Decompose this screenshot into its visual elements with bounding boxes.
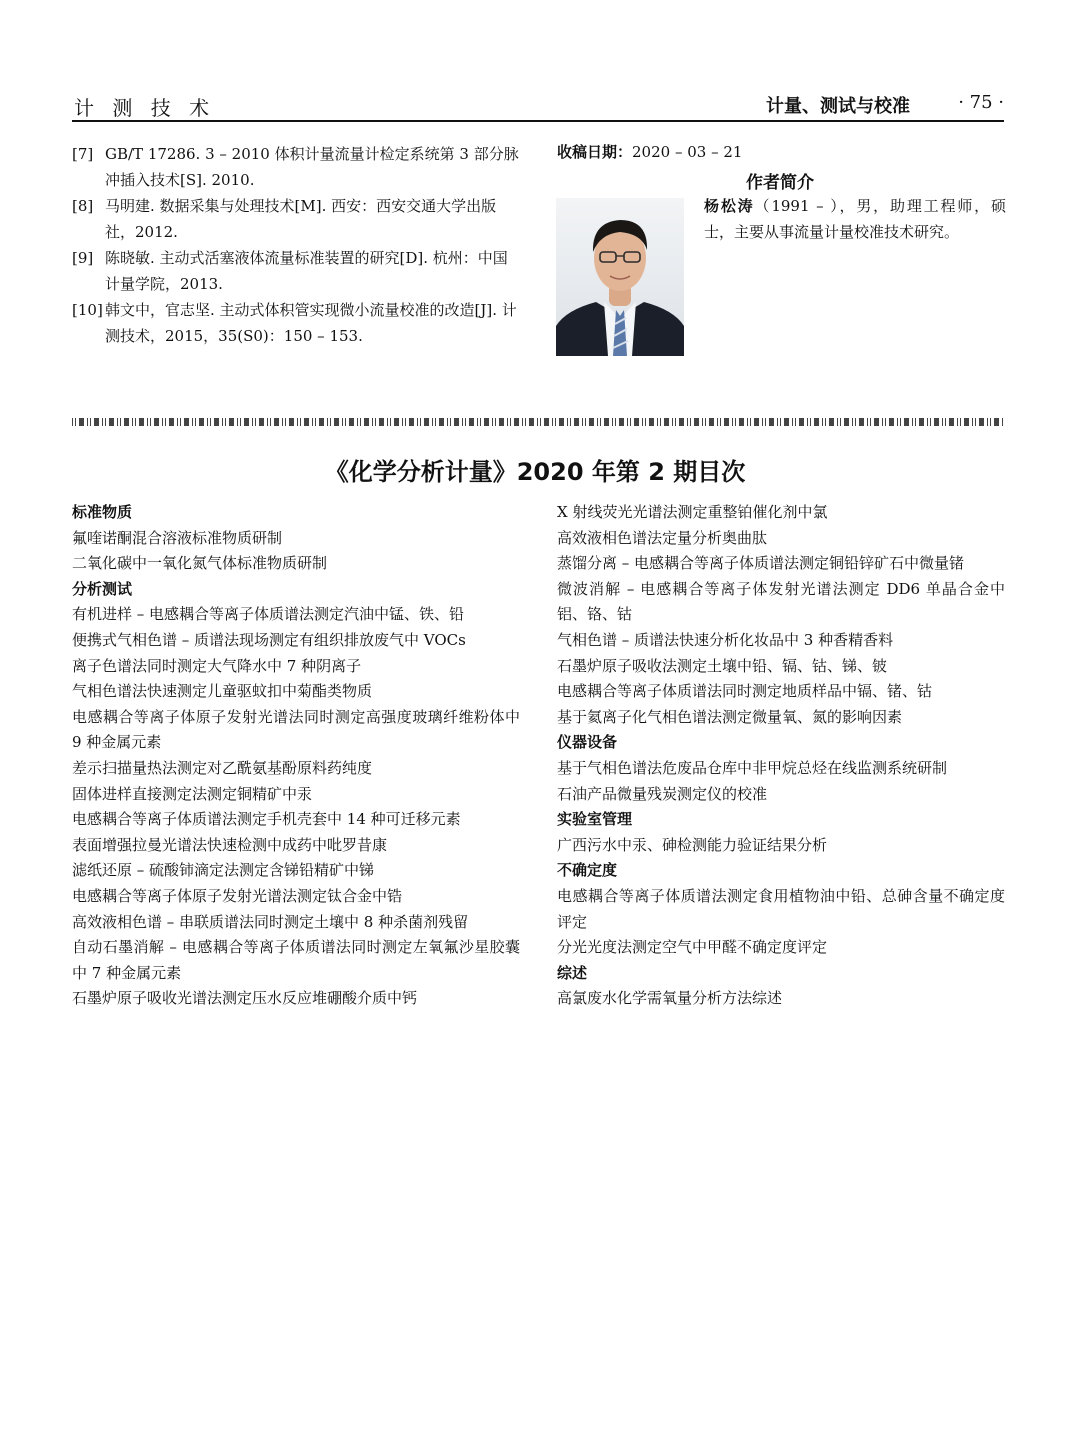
toc-entry: 广西污水中汞、砷检测能力验证结果分析 [557, 835, 828, 854]
toc-entry: 分光光度法测定空气中甲醛不确定度评定 [557, 938, 828, 957]
toc-entry: 石油产品微量残炭测定仪的校准 [557, 784, 768, 803]
header-rule [72, 120, 1004, 122]
toc-entry: 有机进样 – 电感耦合等离子体质谱法测定汽油中锰、铁、铅 [72, 605, 465, 624]
author-portrait-image [556, 198, 684, 356]
running-header [72, 92, 1004, 118]
journal-name: 计 测 技 术 [74, 96, 216, 120]
reference-item [72, 141, 520, 193]
reference-number: [10] [72, 301, 103, 319]
toc-entry: 气相色谱 – 质谱法快速分析化妆品中 3 种香精香料 [557, 630, 894, 649]
toc-entry: 石墨炉原子吸收法测定土壤中铅、镉、钴、锑、铍 [557, 656, 888, 675]
section-name: 计量、测试与校准 [766, 96, 910, 117]
reference-text: 韩文中，官志坚. 主动式体积管实现微小流量校准的改造[J]. 计测技术，2015，35(S0)：150 – 153. [105, 301, 517, 345]
toc-title: 《化学分析计量》2020 年第 2 期目次 [324, 458, 746, 486]
toc-entry: 高氯废水化学需氧量分析方法综述 [557, 989, 783, 1008]
toc-left-column [72, 500, 520, 1012]
toc-section-heading: 仪器设备 [557, 733, 618, 752]
toc-entry: 电感耦合等离子体质谱法测定食用植物油中铅、总砷含量不确定度评定 [557, 886, 1005, 931]
reference-number: [8] [72, 197, 94, 215]
toc-section-heading: 综述 [557, 963, 588, 982]
author-bio-text: （1991 – ），男，助理工程师，硕士，主要从事流量计量校准技术研究。 [704, 197, 1006, 241]
toc-section-heading: 实验室管理 [557, 810, 633, 829]
toc-entry: 电感耦合等离子体原子发射光谱法同时测定高强度玻璃纤维粉体中 9 种金属元素 [72, 707, 520, 752]
toc-entry: 离子色谱法同时测定大气降水中 7 种阴离子 [72, 656, 362, 675]
received-date [557, 141, 742, 163]
reference-item [72, 193, 520, 245]
toc-entry: 蒸馏分离 – 电感耦合等离子体质谱法测定铜铅锌矿石中微量锗 [557, 554, 965, 573]
toc-entry: 基于气相色谱法危废品仓库中非甲烷总烃在线监测系统研制 [557, 758, 948, 777]
toc-section-heading: 分析测试 [72, 579, 133, 598]
reference-list [72, 141, 520, 349]
toc-entry: 二氧化碳中一氧化氮气体标准物质研制 [72, 554, 328, 573]
reference-item [72, 297, 520, 349]
author-name: 杨松涛 [704, 197, 755, 215]
toc-entry: 便携式气相色谱 – 质谱法现场测定有组织排放废气中 VOCs [72, 630, 466, 649]
author-bio-heading: 作者简介 [746, 173, 814, 193]
reference-item [72, 245, 520, 297]
page-number: · 75 · [958, 92, 1004, 113]
toc-entry: 气相色谱法快速测定儿童驱蚊扣中菊酯类物质 [72, 682, 373, 701]
toc-entry: 自动石墨消解 – 电感耦合等离子体质谱法同时测定左氧氟沙星胶囊中 7 种金属元素 [72, 938, 520, 982]
toc-entry: 氟喹诺酮混合溶液标准物质研制 [72, 528, 283, 547]
toc-entry: 表面增强拉曼光谱法快速检测中成药中吡罗昔康 [72, 835, 388, 854]
toc-entry: 电感耦合等离子体质谱法测定手机壳套中 14 种可迁移元素 [72, 810, 461, 829]
ornamental-divider [72, 418, 1004, 426]
reference-text: GB/T 17286. 3 – 2010 体积计量流量计检定系统第 3 部分脉冲插入技术[S]. 2010. [105, 145, 519, 189]
toc-entry: 电感耦合等离子体原子发射光谱法测定钛合金中锆 [72, 886, 403, 905]
received-date-value: 2020 – 03 – 21 [632, 143, 743, 161]
toc-entry: 电感耦合等离子体质谱法同时测定地质样品中镉、锗、钴 [557, 682, 933, 701]
toc-section-heading: 不确定度 [557, 861, 618, 880]
toc-entry: 高效液相色谱 – 串联质谱法同时测定土壤中 8 种杀菌剂残留 [72, 912, 469, 931]
reference-number: [9] [72, 249, 94, 267]
toc-entry: 微波消解 – 电感耦合等离子体发射光谱法测定 DD6 单晶合金中铝、铬、钴 [557, 579, 1005, 624]
toc-entry: 固体进样直接测定法测定铜精矿中汞 [72, 784, 313, 803]
toc-entry: 差示扫描量热法测定对乙酰氨基酚原料药纯度 [72, 758, 373, 777]
toc-entry: 基于氦离子化气相色谱法测定微量氧、氮的影响因素 [557, 707, 903, 726]
received-date-label: 收稿日期： [557, 143, 633, 161]
toc-right-column [557, 500, 1005, 1012]
toc-entry: 高效液相色谱法定量分析奥曲肽 [557, 528, 768, 547]
toc-entry: 石墨炉原子吸收光谱法测定压水反应堆硼酸介质中钙 [72, 989, 418, 1008]
toc-section-heading: 标准物质 [72, 503, 133, 521]
reference-text: 陈晓敏. 主动式活塞液体流量标准装置的研究[D]. 杭州：中国计量学院，2013. [105, 249, 508, 293]
reference-number: [7] [72, 145, 94, 163]
author-bio [704, 193, 1006, 245]
toc-entry: 滤纸还原 – 硫酸铈滴定法测定含锑铅精矿中锑 [72, 861, 375, 880]
reference-text: 马明建. 数据采集与处理技术[M]. 西安：西安交通大学出版社，2012. [105, 197, 497, 241]
toc-entry: X 射线荧光光谱法测定重整铂催化剂中氯 [557, 503, 828, 521]
author-photo [556, 198, 684, 356]
